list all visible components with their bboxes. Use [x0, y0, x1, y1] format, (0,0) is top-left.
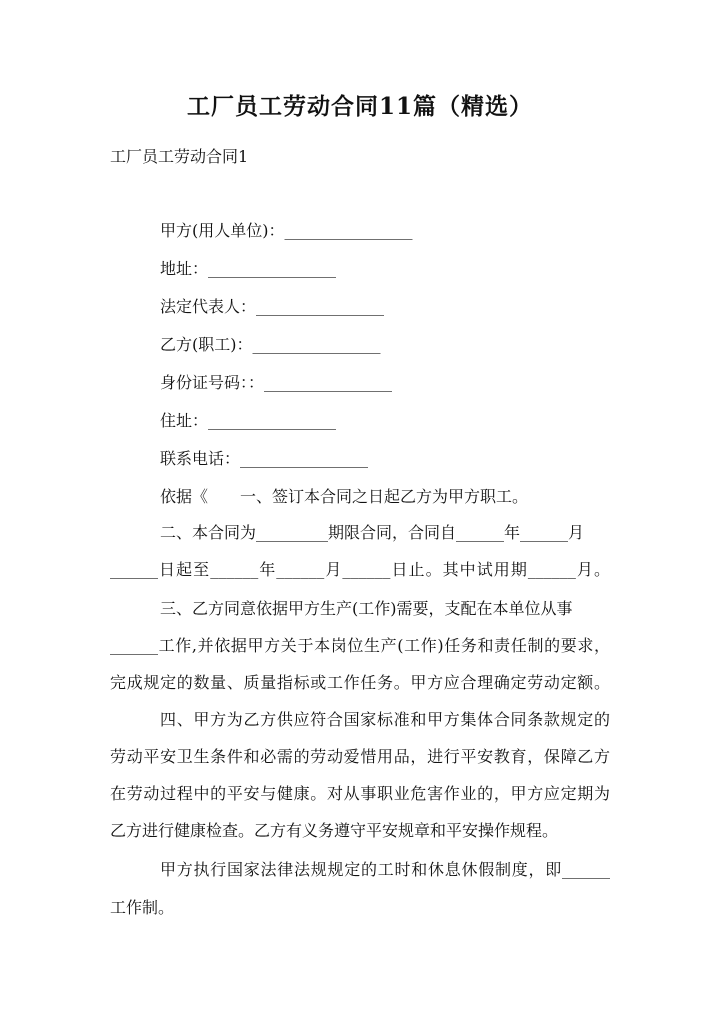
- clause-3-line-3: 完成规定的数量、质量指标或工作任务。甲方应合理确定劳动定额。: [110, 673, 610, 692]
- clause-4-line-2: 劳动平安卫生条件和必需的劳动爱惜用品，进行平安教育，保障乙方: [110, 747, 610, 766]
- clause-3-line-2: ______工作,并依据甲方关于本岗位生产(工作)任务和责任制的要求，: [110, 636, 610, 655]
- clause-4-line-1: 四、甲方为乙方供应符合国家标准和甲方集体合同条款规定的: [160, 710, 610, 729]
- contract-subtitle: 工厂员工劳动合同1: [110, 147, 249, 166]
- clause-2-line-2: ______日起至______年______月______日止。其中试用期______月。: [110, 560, 610, 579]
- field-party-b: 乙方(职工)：________________: [160, 335, 381, 354]
- working-hours-line-1: 甲方执行国家法律法规规定的工时和休息休假制度，即______: [160, 860, 610, 879]
- clause-1-line: 依据《 一、签订本合同之日起乙方为甲方职工。: [160, 487, 529, 506]
- clause-3-line-1: 三、乙方同意依据甲方生产(工作)需要，支配在本单位从事: [160, 599, 573, 618]
- clause-2-line-1: 二、本合同为_________期限合同，合同自______年______月: [160, 523, 585, 542]
- field-id-number: 身份证号码：：________________: [160, 373, 393, 392]
- clause-4-line-3: 在劳动过程中的平安与健康。对从事职业危害作业的，甲方应定期为: [110, 784, 610, 803]
- field-phone: 联系电话：________________: [160, 449, 369, 468]
- document-title: 工厂员工劳动合同11篇（精选）: [186, 93, 533, 120]
- field-address: 地址：________________: [160, 259, 337, 278]
- field-residence: 住址：________________: [160, 411, 337, 430]
- clause-4-line-4: 乙方进行健康检查。乙方有义务遵守平安规章和平安操作规程。: [110, 821, 559, 840]
- working-hours-line-2: 工作制。: [110, 898, 175, 917]
- field-legal-representative: 法定代表人：________________: [160, 297, 385, 316]
- field-party-a: 甲方(用人单位)：________________: [160, 221, 413, 240]
